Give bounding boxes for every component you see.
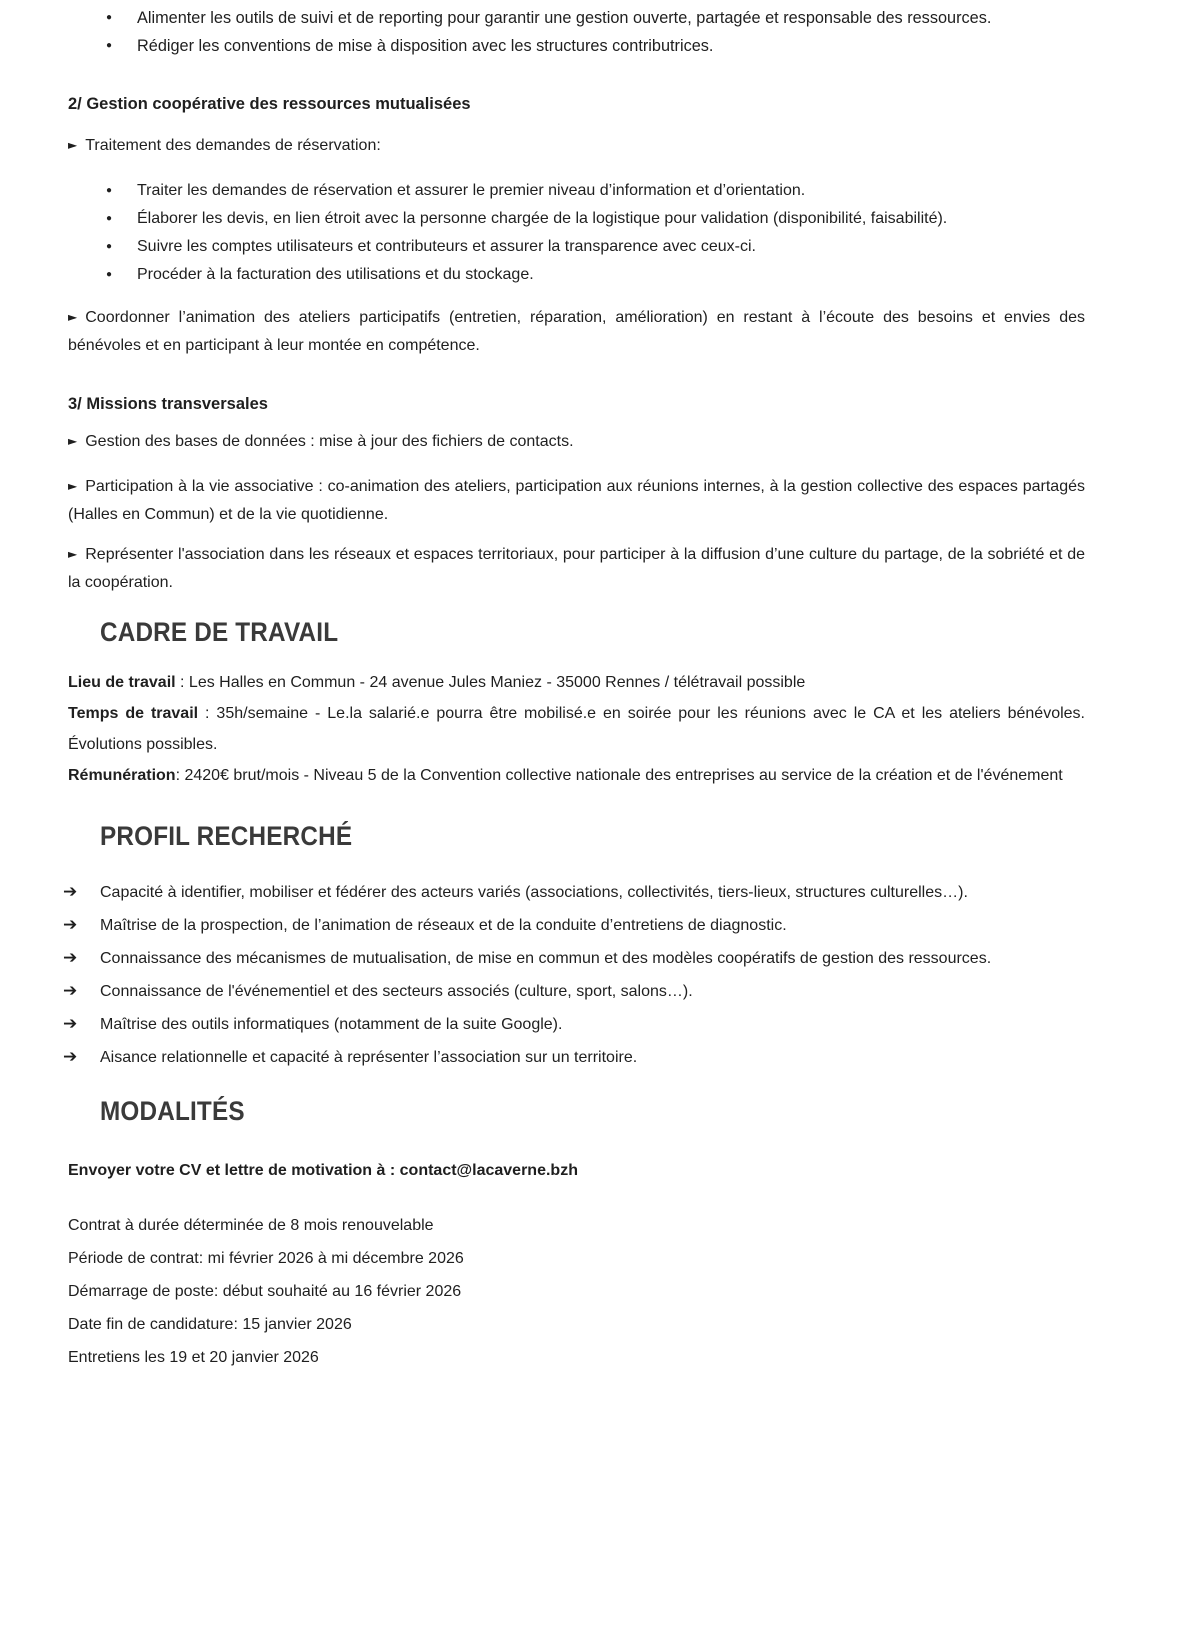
detail-line <box>68 760 1085 791</box>
detail-text: : 2420€ brut/mois - Niveau 5 de la Convention collective nationale des entreprises au service de la création et de l'événement <box>175 767 1063 784</box>
bullet-text: Procéder à la facturation des utilisations et du stockage. <box>137 266 534 283</box>
bullet-icon: ● <box>106 185 113 196</box>
arrow-bullet-icon: ➔ <box>63 1047 78 1067</box>
section-title-cadre-de-travail: CADRE DE TRAVAIL <box>100 617 339 647</box>
bullet-text: Élaborer les devis, en lien étroit avec la personne chargée de la logistique pour validation (disponibilité, faisabilité). <box>137 210 948 227</box>
section-title-profil-recherche: PROFIL RECHERCHÉ <box>100 821 353 851</box>
bullet-text: Maîtrise des outils informatiques (notamment de la suite Google). <box>100 1016 563 1033</box>
detail-line: Date fin de candidature: 15 janvier 2026 <box>68 1316 352 1333</box>
detail-line: Contrat à durée déterminée de 8 mois renouvelable <box>68 1217 434 1234</box>
contract-details <box>68 1209 1085 1374</box>
subsection-heading-2: 2/ Gestion coopérative des ressources mutualisées <box>68 95 471 113</box>
list-item <box>68 261 1085 289</box>
intro-bullet-list <box>68 4 1085 60</box>
detail-label: Rémunération <box>68 767 176 784</box>
bullet-text: Connaissance des mécanismes de mutualisation, de mise en commun et des modèles coopératifs de gestion des ressources. <box>100 950 992 967</box>
detail-line: Période de contrat: mi février 2026 à mi décembre 2026 <box>68 1250 464 1267</box>
list-item <box>63 876 1085 909</box>
triangle-bullet-icon: ► <box>68 434 78 448</box>
list-item <box>68 32 1085 60</box>
profil-arrow-list <box>63 876 1085 1074</box>
list-item <box>63 1008 1085 1041</box>
coordonner-paragraph <box>68 304 1085 360</box>
missions-paragraph <box>68 428 1085 456</box>
detail-label: Temps de travail <box>68 705 199 722</box>
list-item <box>68 233 1085 261</box>
list-item <box>68 4 1085 32</box>
bullet-text: Rédiger les conventions de mise à disposition avec les structures contributrices. <box>137 37 714 55</box>
bullet-text: Connaissance de l'événementiel et des secteurs associés (culture, sport, salons…). <box>100 983 693 1000</box>
detail-line: Démarrage de poste: début souhaité au 16 février 2026 <box>68 1283 462 1300</box>
bullet-text: Capacité à identifier, mobiliser et fédérer des acteurs variés (associations, collectivités, tiers-lieux, structures culturelles…). <box>100 884 968 901</box>
detail-label: Lieu de travail <box>68 674 176 691</box>
arrow-bullet-icon: ➔ <box>63 915 78 935</box>
bullet-icon: ● <box>106 40 113 51</box>
detail-line <box>68 698 1085 760</box>
paragraph-text: Traitement des demandes de réservation: <box>85 137 381 154</box>
bullet-text: Suivre les comptes utilisateurs et contributeurs et assurer la transparence avec ceux-ci. <box>137 238 756 255</box>
section-title-modalites: MODALITÉS <box>100 1096 245 1126</box>
bullet-icon: ● <box>106 12 113 23</box>
triangle-bullet-icon: ► <box>68 479 78 493</box>
bullet-text: Traiter les demandes de réservation et assurer le premier niveau d’information et d’orientation. <box>137 182 806 199</box>
bullet-icon: ● <box>106 269 113 280</box>
arrow-bullet-icon: ➔ <box>63 981 78 1001</box>
list-item <box>63 942 1085 975</box>
reservation-bullet-list <box>68 177 1085 289</box>
lead-paragraph <box>68 132 1085 160</box>
arrow-bullet-icon: ➔ <box>63 882 78 902</box>
detail-text: : Les Halles en Commun - 24 avenue Jules Maniez - 35000 Rennes / télétravail possible <box>175 674 806 691</box>
detail-text: : 35h/semaine - Le.la salarié.e pourra être mobilisé.e en soirée pour les réunions avec le CA et les ateliers bénévoles. Évolutions possibles. <box>68 705 1085 753</box>
paragraph-text: Représenter l'association dans les réseaux et espaces territoriaux, pour participer à la diffusion d’une culture du partage, de la sobriété et de la coopération. <box>68 546 1085 591</box>
list-item <box>68 177 1085 205</box>
paragraph-text: Gestion des bases de données : mise à jour des fichiers de contacts. <box>85 433 574 450</box>
detail-line <box>68 667 1085 698</box>
list-item <box>63 975 1085 1008</box>
paragraph-text: Participation à la vie associative : co-animation des ateliers, participation aux réunions internes, à la gestion collective des espaces partagés (Halles en Commun) et de la vie quotidienne. <box>68 478 1085 523</box>
arrow-bullet-icon: ➔ <box>63 948 78 968</box>
missions-paragraph <box>68 541 1085 597</box>
triangle-bullet-icon: ► <box>68 547 78 561</box>
bullet-icon: ● <box>106 213 113 224</box>
list-item <box>63 909 1085 942</box>
subsection-heading-3: 3/ Missions transversales <box>68 395 268 413</box>
paragraph-text: Coordonner l’animation des ateliers participatifs (entretien, réparation, amélioration) en restant à l’écoute des besoins et envies des bénévoles et en participant à leur montée en compétence. <box>68 309 1085 354</box>
bullet-text: Alimenter les outils de suivi et de reporting pour garantir une gestion ouverte, partagée et responsable des ressources. <box>137 9 992 27</box>
bullet-icon: ● <box>106 241 113 252</box>
contact-instruction: Envoyer votre CV et lettre de motivation à : contact@lacaverne.bzh <box>68 1162 578 1179</box>
bullet-text: Aisance relationnelle et capacité à représenter l’association sur un territoire. <box>100 1049 638 1066</box>
detail-line: Entretiens les 19 et 20 janvier 2026 <box>68 1349 319 1366</box>
list-item <box>63 1041 1085 1074</box>
missions-paragraph <box>68 473 1085 529</box>
cadre-details <box>68 667 1085 791</box>
triangle-bullet-icon: ► <box>68 138 78 152</box>
arrow-bullet-icon: ➔ <box>63 1014 78 1034</box>
bullet-text: Maîtrise de la prospection, de l’animation de réseaux et de la conduite d’entretiens de diagnostic. <box>100 917 787 934</box>
list-item <box>68 205 1085 233</box>
triangle-bullet-icon: ► <box>68 310 78 324</box>
